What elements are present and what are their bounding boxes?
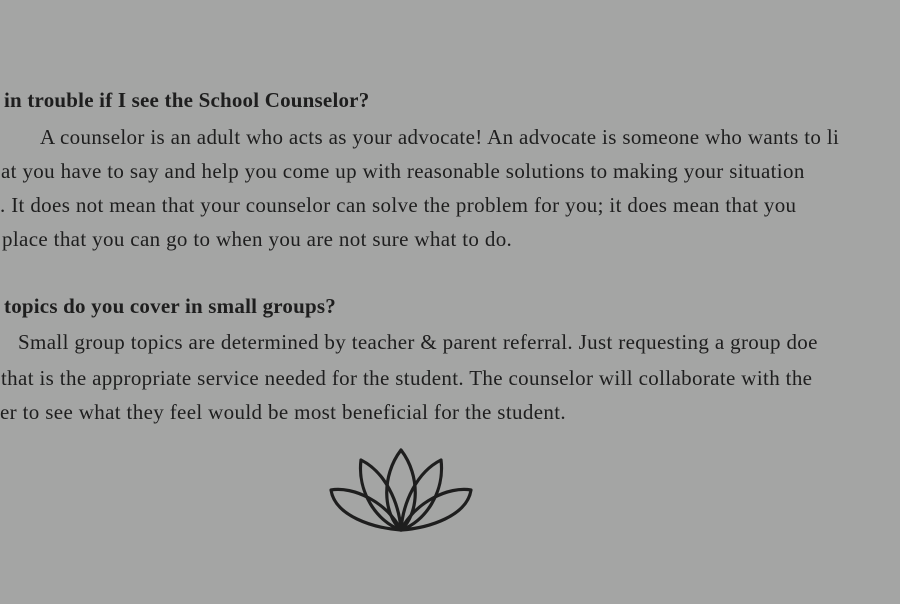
answer-line-counselor-2: at you have to say and help you come up with reasonable solutions to making your situation [1, 159, 805, 183]
answer-line-groups-3: er to see what they feel would be most beneficial for the student. [0, 400, 567, 424]
answer-line-groups-1: Small group topics are determined by teacher & parent referral. Just requesting a group doe [18, 330, 818, 354]
answer-line-counselor-4: place that you can go to when you are not sure what to do. [2, 227, 513, 251]
question-heading-small-groups: topics do you cover in small groups? [4, 294, 336, 318]
answer-line-counselor-3: . It does not mean that your counselor can solve the problem for you; it does mean that you [0, 193, 797, 217]
lotus-icon [327, 446, 475, 536]
question-heading-counselor: in trouble if I see the School Counselor? [4, 88, 370, 112]
answer-line-groups-2: that is the appropriate service needed for the student. The counselor will collaborate with the [1, 366, 813, 390]
answer-line-counselor-1: A counselor is an adult who acts as your advocate! An advocate is someone who wants to li [40, 125, 840, 149]
